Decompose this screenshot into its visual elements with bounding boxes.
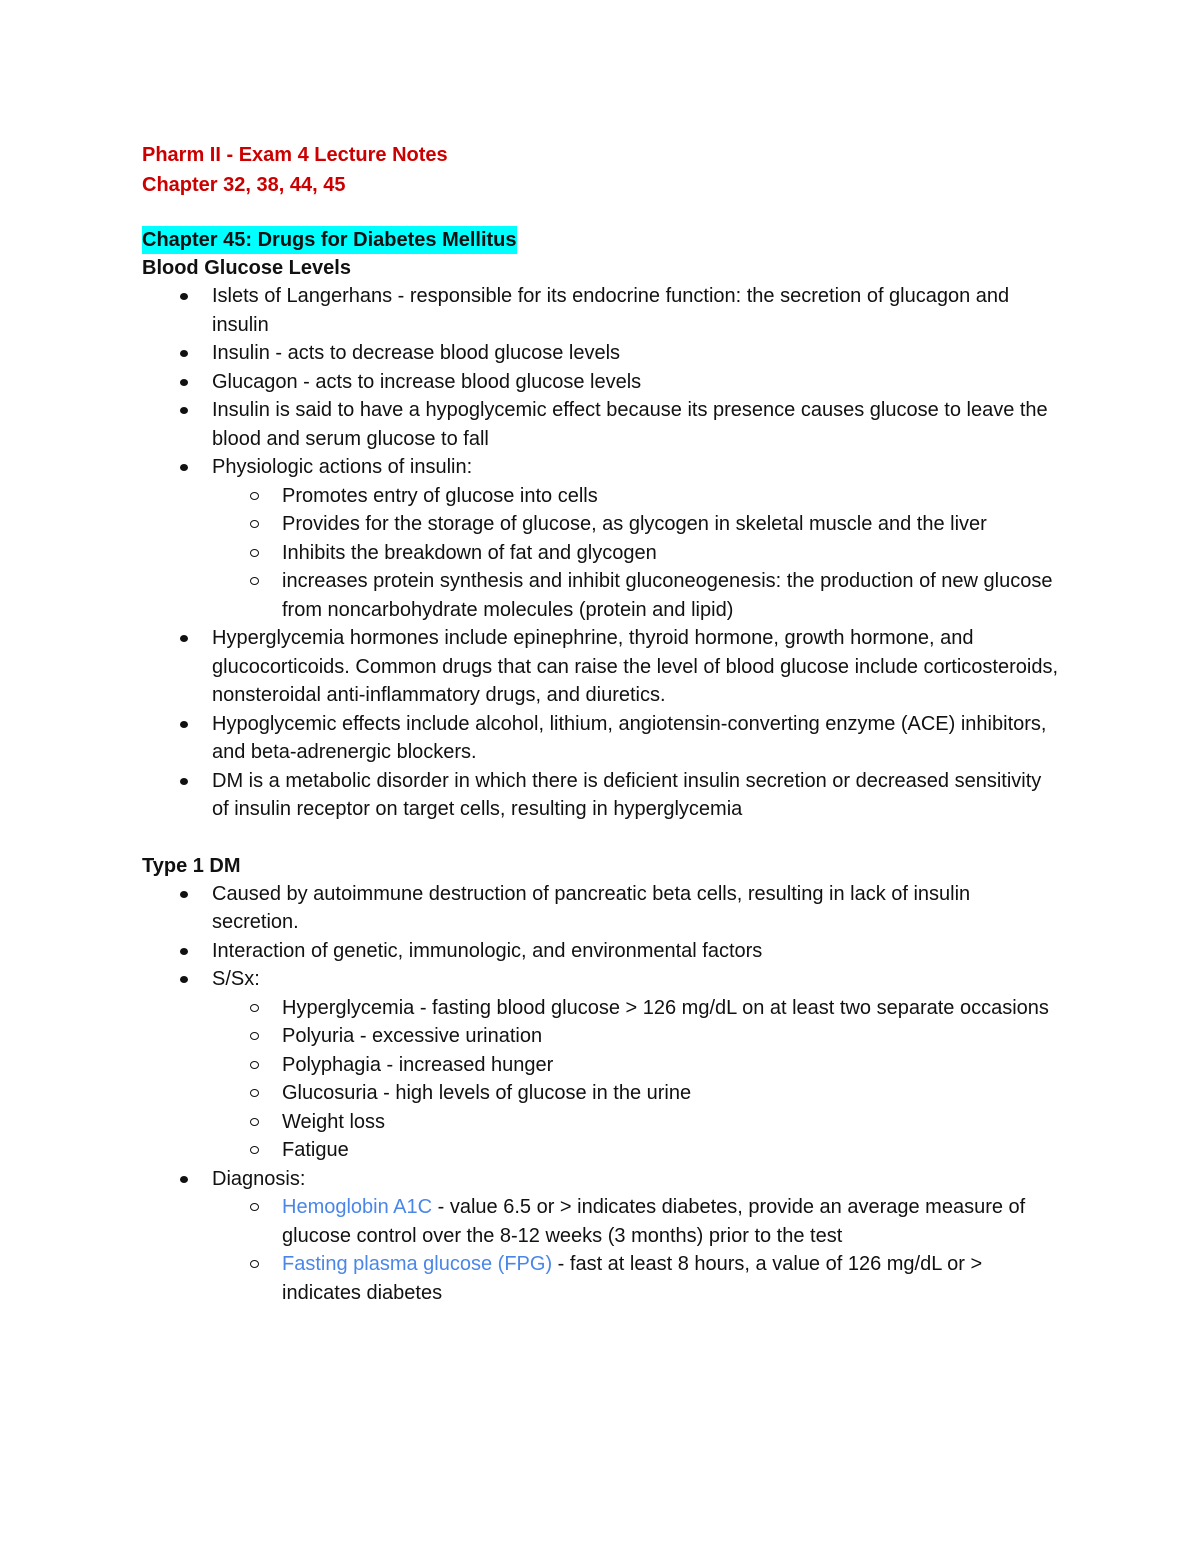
list-item xyxy=(142,282,1062,339)
circle-bullet-icon xyxy=(250,1032,259,1040)
list-item xyxy=(142,339,1062,368)
list-item-text: DM is a metabolic disorder in which there is deficient insulin secretion or decreased sensitivity of insulin receptor on target cells, resulting in hyperglycemia xyxy=(212,769,1042,820)
symptoms-list xyxy=(142,994,1062,1165)
list-item xyxy=(142,1165,1062,1308)
hemoglobin-a1c-link[interactable]: Hemoglobin A1C xyxy=(282,1196,433,1218)
sub-list-item-text: Hyperglycemia - fasting blood glucose > 126 mg/dL on at least two separate occasions xyxy=(282,996,1049,1019)
list-item-text: Glucagon - acts to increase blood glucose levels xyxy=(212,370,642,393)
sub-list-item-text: Provides for the storage of glucose, as glycogen in skeletal muscle and the liver xyxy=(282,513,987,535)
spacer xyxy=(142,824,1062,852)
list-item-text: Hyperglycemia hormones include epinephrine, thyroid hormone, growth hormone, and glucocorticoids. Common drugs that can raise the level of blood glucose include corticosteroids, nonsteroidal anti-inflammatory drugs, and diuretics. xyxy=(212,627,1058,706)
bullet-icon xyxy=(180,464,188,471)
bullet-icon xyxy=(180,891,188,898)
bullet-icon xyxy=(180,379,188,386)
list-item xyxy=(142,880,1062,937)
list-item-text: Physiologic actions of insulin: xyxy=(212,456,473,478)
bullet-icon xyxy=(180,778,188,785)
list-item xyxy=(142,965,1062,1165)
circle-bullet-icon xyxy=(250,1118,259,1126)
list-item xyxy=(142,767,1062,824)
sub-list-item xyxy=(142,567,1062,624)
list-item xyxy=(142,453,1062,624)
document-page xyxy=(142,140,1062,1307)
document-chapters: Chapter 32, 38, 44, 45 xyxy=(142,174,346,196)
sub-list-item xyxy=(142,510,1062,539)
insulin-actions-list xyxy=(142,482,1062,625)
list-item xyxy=(142,624,1062,710)
bullet-icon xyxy=(180,350,188,357)
type1-heading: Type 1 DM xyxy=(142,854,241,877)
sub-list-item-text: increases protein synthesis and inhibit gluconeogenesis: the production of new glucose from noncarbohydrate molecules (protein and lipid) xyxy=(282,570,1053,621)
blood-glucose-heading: Blood Glucose Levels xyxy=(142,257,351,279)
blood-glucose-list xyxy=(142,282,1062,824)
sub-list-item xyxy=(142,1193,1062,1250)
chapter-heading-row xyxy=(142,226,1062,254)
sub-list-item xyxy=(142,1022,1062,1051)
sub-list-item xyxy=(142,1108,1062,1137)
bullet-icon xyxy=(180,948,188,955)
circle-bullet-icon xyxy=(250,549,259,557)
list-item-text: Caused by autoimmune destruction of pancreatic beta cells, resulting in lack of insulin secretion. xyxy=(212,882,971,933)
spacer xyxy=(142,200,1062,226)
list-item-text: Islets of Langerhans - responsible for its endocrine function: the secretion of glucagon and insulin xyxy=(212,285,1010,336)
circle-bullet-icon xyxy=(250,520,259,528)
sub-list-item-text: Polyuria - excessive urination xyxy=(282,1025,543,1047)
sub-list-item-text: Glucosuria - high levels of glucose in the urine xyxy=(282,1082,692,1104)
circle-bullet-icon xyxy=(250,1203,259,1211)
sub-list-item xyxy=(142,1079,1062,1108)
fasting-plasma-glucose-link[interactable]: Fasting plasma glucose (FPG) xyxy=(282,1253,553,1275)
circle-bullet-icon xyxy=(250,1061,259,1069)
sub-list-item xyxy=(142,1136,1062,1165)
bullet-icon xyxy=(180,407,188,414)
sub-list-item-text: Promotes entry of glucose into cells xyxy=(282,484,598,507)
sub-list-item xyxy=(142,539,1062,568)
bullet-icon xyxy=(180,293,188,300)
sub-list-item-text: Inhibits the breakdown of fat and glycogen xyxy=(282,541,657,564)
bullet-icon xyxy=(180,635,188,642)
list-item xyxy=(142,710,1062,767)
list-item-text: Interaction of genetic, immunologic, and environmental factors xyxy=(212,939,763,962)
sub-list-item-text: Weight loss xyxy=(282,1110,386,1133)
list-item-text: Hypoglycemic effects include alcohol, lithium, angiotensin-converting enzyme (ACE) inhibitors, and beta-adrenergic blockers. xyxy=(212,712,1047,763)
circle-bullet-icon xyxy=(250,577,259,585)
sub-list-item-text: - fast at least 8 hours, a value of 126 mg/dL or > indicates diabetes xyxy=(282,1253,983,1304)
list-item xyxy=(142,396,1062,453)
circle-bullet-icon xyxy=(250,1089,259,1097)
sub-list-item xyxy=(142,1250,1062,1307)
bullet-icon xyxy=(180,976,188,983)
circle-bullet-icon xyxy=(250,1260,259,1268)
type1-list xyxy=(142,880,1062,1308)
circle-bullet-icon xyxy=(250,1004,259,1012)
circle-bullet-icon xyxy=(250,492,259,500)
chapter-45-heading: Chapter 45: Drugs for Diabetes Mellitus xyxy=(142,226,517,254)
list-item-text: Diagnosis: xyxy=(212,1167,306,1190)
list-item xyxy=(142,937,1062,966)
diagnosis-list xyxy=(142,1193,1062,1307)
list-item-text: Insulin - acts to decrease blood glucose levels xyxy=(212,342,621,364)
sub-list-item-text: Fatigue xyxy=(282,1139,349,1161)
list-item xyxy=(142,368,1062,397)
circle-bullet-icon xyxy=(250,1146,259,1154)
sub-list-item-text: - value 6.5 or > indicates diabetes, provide an average measure of glucose control over the 8-12 weeks (3 months) prior to the test xyxy=(282,1196,1026,1247)
list-item-text: Insulin is said to have a hypoglycemic effect because its presence causes glucose to leave the blood and serum glucose to fall xyxy=(212,399,1048,450)
sub-list-item xyxy=(142,1051,1062,1080)
bullet-icon xyxy=(180,721,188,728)
bullet-icon xyxy=(180,1176,188,1183)
sub-list-item xyxy=(142,994,1062,1023)
list-item-text: S/Sx: xyxy=(212,968,260,990)
sub-list-item xyxy=(142,482,1062,511)
sub-list-item-text: Polyphagia - increased hunger xyxy=(282,1053,554,1076)
document-title: Pharm II - Exam 4 Lecture Notes xyxy=(142,144,448,166)
